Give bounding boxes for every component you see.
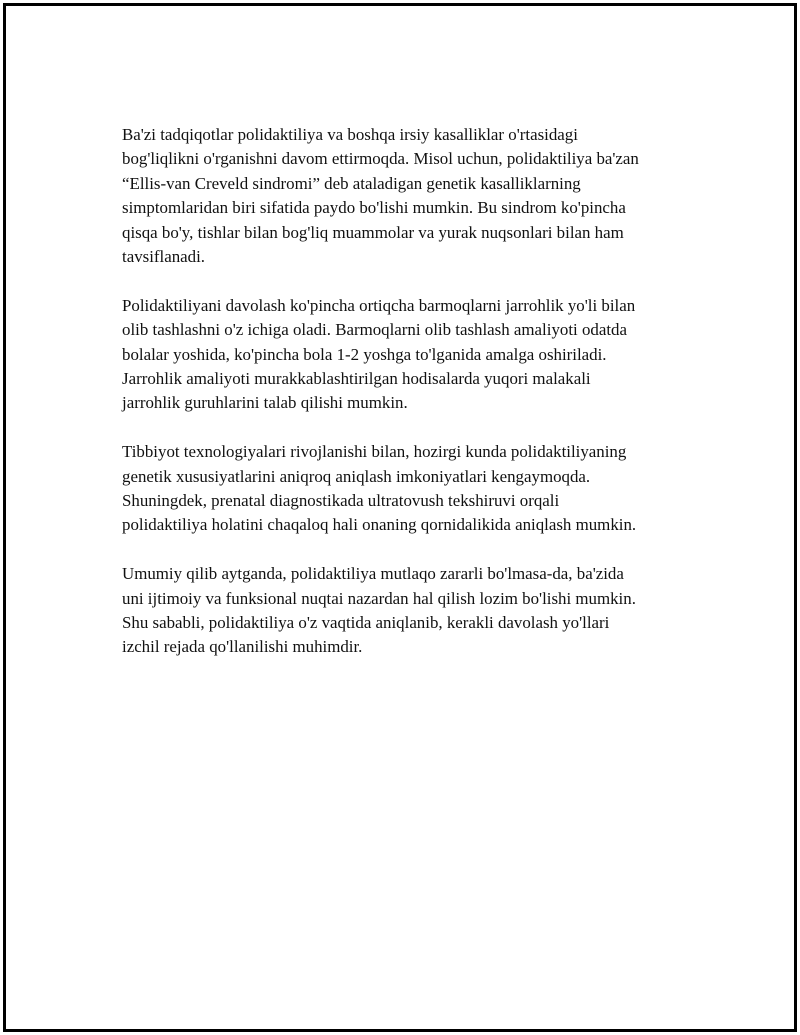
text-line: tavsiflanadi. [122, 247, 206, 267]
text-line: olib tashlashni o'z ichiga oladi. Barmoqlarni olib tashlash amaliyoti odatda [122, 320, 627, 340]
text-line: qisqa bo'y, tishlar bilan bog'liq muammolar va yurak nuqsonlari bilan ham [122, 222, 624, 242]
paragraph-2 [122, 294, 697, 416]
text-line: “Ellis-van Creveld sindromi” deb ataladigan genetik kasalliklarning [122, 173, 581, 193]
text-line: Tibbiyot texnologiyalari rivojlanishi bilan, hozirgi kunda polidaktiliyaning [122, 442, 627, 462]
text-line: uni ijtimoiy va funksional nuqtai nazardan hal qilish lozim bo'lishi mumkin. [122, 588, 636, 608]
text-line: Polidaktiliyani davolash ko'pincha ortiqcha barmoqlarni jarrohlik yo'li bilan [122, 295, 636, 315]
paragraph-3 [122, 440, 697, 538]
text-line: simptomlaridan biri sifatida paydo bo'lishi mumkin. Bu sindrom ko'pincha [122, 198, 626, 218]
paragraph-4 [122, 562, 697, 660]
text-line: Ba'zi tadqiqotlar polidaktiliya va boshqa irsiy kasalliklar o'rtasidagi [122, 125, 578, 144]
text-line: Shu sababli, polidaktiliya o'z vaqtida aniqlanib, kerakli davolash yo'llari [122, 613, 610, 633]
page-frame [3, 3, 797, 1032]
text-line: jarrohlik guruhlarini talab qilishi mumkin. [122, 393, 408, 413]
text-line: bolalar yoshida, ko'pincha bola 1-2 yoshga to'lganida amalga oshiriladi. [122, 344, 607, 364]
text-line: Shuningdek, prenatal diagnostikada ultratovush tekshiruvi orqali [122, 491, 560, 511]
document-body [122, 123, 697, 684]
text-line: polidaktiliya holatini chaqaloq hali onaning qornidalikida aniqlash mumkin. [122, 515, 637, 535]
text-line: Jarrohlik amaliyoti murakkablashtirilgan hodisalarda yuqori malakali [122, 369, 591, 389]
text-line: Umumiy qilib aytganda, polidaktiliya mutlaqo zararli bo'lmasa-da, ba'zida [122, 564, 624, 584]
text-line: genetik xususiyatlarini aniqroq aniqlash imkoniyatlari kengaymoqda. [122, 466, 591, 486]
text-line: izchil rejada qo'llanilishi muhimdir. [122, 637, 363, 657]
paragraph-1 [122, 123, 697, 269]
text-line: bog'liqlikni o'rganishni davom ettirmoqda. Misol uchun, polidaktiliya ba'zan [122, 149, 639, 169]
